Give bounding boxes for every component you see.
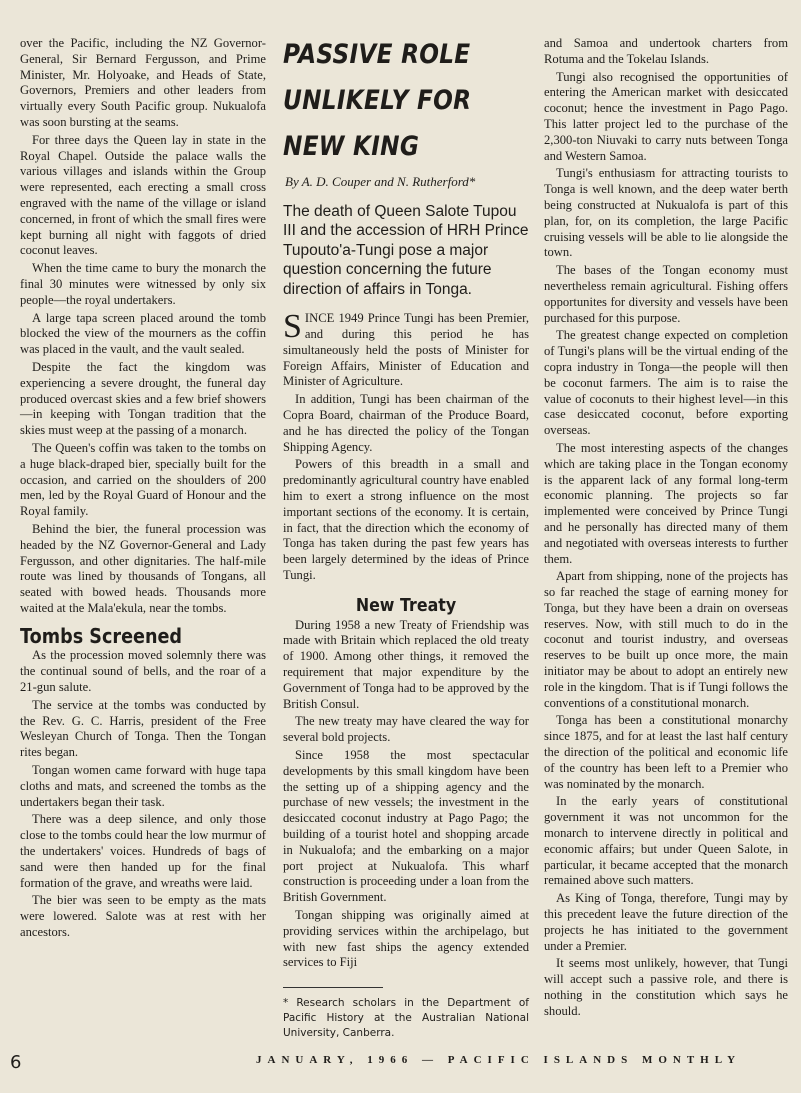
footnote: * Research scholars in the Department of Pacific History at the Australian National University, Canberra. [283,997,529,1040]
left-paragraph: The bier was seen to be empty as the mats were lowered. Salote was at rest with her ancestors. [20,893,266,940]
middle-paragraph: In addition, Tungi has been chairman of the Copra Board, chairman of the Produce Board, and he has directed the policy of the Tongan Shipping Agency. [283,392,529,454]
left-paragraph: When the time came to bury the monarch the final 30 minutes were witnessed by only six people—the royal undertakers. [20,261,266,307]
headline-line: PASSIVE ROLE [283,39,471,70]
subhead-tombs-screened: Tombs Screened [20,623,183,648]
subhead-new-treaty: New Treaty [355,594,457,616]
byline: By A. D. Couper and N. Rutherford* [285,174,476,189]
right-paragraph: In the early years of constitutional government it was not uncommon for the monarch to intervene directly in political and economic affairs; but under Queen Salote, in particular, it became accepted that the monarch remained above such matters. [544,794,788,888]
middle-paragraph: The new treaty may have cleared the way for several bold projects. [283,714,529,745]
left-column [20,36,266,943]
first-paragraph [283,308,529,390]
right-paragraph: Apart from shipping, none of the projects has so far reached the stage of earning money for Tonga, but they have been a drain on overseas reserves. Now, with still much to do in the coconut and tourist industry, and overseas reserves to be built up once more, the main initiator may be about to adopt an entirely new role in the kingdom. That is if Tungi follows the conventions of a constitutional monarch. [544,569,788,710]
middle-column [283,36,529,1043]
left-paragraph: Despite the fact the kingdom was experiencing a severe drought, the funeral day produced overcast skies and a few brief showers—in keeping with Tongan tradition that the skies must weep at the passing of a monarch. [20,359,266,438]
left-paragraph: Tongan women came forward with huge tapa cloths and mats, and screened the tombs as the undertakers began their task. [20,763,266,809]
middle-paragraph: Powers of this breadth in a small and predominantly agricultural country have enabled him to exert a strong influence on the most important sections of the economy. It is certain, in fact, that the direction which the economy of Tonga has taken during the past few years has been largely determined by the ideas of Prince Tungi. [283,457,529,583]
first-paragraph-text: INCE 1949 Prince Tungi has been Premier, and during this period he has simultaneously held the posts of Minister for Foreign Affairs, Minister of Education and Minister of Agriculture. [283,311,529,389]
right-paragraph: Tonga has been a constitutional monarchy since 1875, and for at least the last half century the direction of the political and economic life of the country has been left to a Premier who was nominated by the monarch. [544,713,788,791]
right-paragraph: The bases of the Tongan economy must nevertheless remain agricultural. Fishing offers opportunites for diversity and vessels have been purchased for this purpose. [544,263,788,325]
left-paragraph: As the procession moved solemnly there was the continual sound of bells, and the roar of a 21-gun salute. [20,648,266,695]
left-paragraph: There was a deep silence, and only those close to the tombs could hear the low murmur of the undertakers' voices. Hundreds of bags of sand were then handed up for the final formation of the grave, and wreaths were laid. [20,812,266,890]
right-paragraph: It seems most unlikely, however, that Tungi will accept such a passive role, and there is nothing in the constitution which says he should. [544,956,788,1018]
right-paragraph: Tungi also recognised the opportunities of entering the American market with desiccated coconut; hence the investment in Pago Pago. This latter project led to the purchase of the 2,300-ton Niuvaki to carry nuts between Tonga and Western Samoa. [544,69,788,163]
right-paragraph: The greatest change expected on completion of Tungi's plans will be the virtual ending of the copra industry in Tonga—the people will then be coconut farmers. The aim is to raise the value of coconuts to their highest level—in this case desiccated coconut, before exporting overseas. [544,328,788,438]
headline-line: UNLIKELY FOR [283,85,472,116]
right-column [544,36,788,1022]
page-number: 6 [10,1052,22,1073]
headline-line: NEW KING [283,131,420,162]
running-footer: JANUARY, 1966 — PACIFIC ISLANDS MONTHLY [256,1054,742,1066]
article-headline [283,36,529,166]
left-paragraph: For three days the Queen lay in state in the Royal Chapel. Outside the palace walls the various villages and islands within the Group were represented, each erecting a small cross engraved with the name of the village or island concerned, in front of which the small fires were kept burning all night with faggots of dried coconut leaves. [20,132,266,258]
left-paragraphs-top [20,36,266,617]
right-paragraph: The most interesting aspects of the changes which are taking place in the Tongan economy is the apparent lack of any formal long-term economic planning. The projects so far implemented were conceived by Prince Tungi and he personally has directed many of them and negotiated with overseas interests to further them. [544,440,788,566]
middle-paragraph: Tongan shipping was originally aimed at providing services within the archipelago, but with new fast ships the agency extended services to Fiji [283,907,529,970]
left-paragraph: The Queen's coffin was taken to the tombs on a huge black-draped bier, specially built for the occasion, and carried on the shoulders of 200 men, led by the Royal Guard of Honour and the Royal family. [20,440,266,519]
middle-paragraph: Since 1958 the most spectacular developments by this small kingdom have been the setting up of a shipping agency and the purchase of new vessels; the investment in the desiccated coconut industry at Pago Pago; the building of a tourist hotel and shopping arcade in Nukualofa; and the embarking on a major port project at Nukualofa. This wharf construction is proceeding under a loan from the British Government. [283,748,529,905]
left-paragraph: The service at the tombs was conducted by the Rev. G. C. Harris, president of the Free Wesleyan Church of Tonga. Then the Tongan rites began. [20,697,266,760]
left-paragraphs-bottom [20,648,266,940]
left-paragraph: Behind the bier, the funeral procession was headed by the NZ Governor-General and Lady Fergusson, and other dignitaries. The half-mile route was lined by thousands of Tongans, all seated with bowed heads. Thousands more waited at the Mala'ekula, near the tombs. [20,521,266,615]
footnote-divider [283,987,383,988]
left-paragraph: A large tapa screen placed around the tomb blocked the view of the mourners as the coffin was placed in the vault, and the vault sealed. [20,310,266,357]
right-paragraph: Tungi's enthusiasm for attracting tourists to Tonga is well known, and the deep water berth being constructed at Nukualofa is part of this plan, for, on its completion, the large Pacific cruising vessels will be able to lie alongside the town. [544,166,788,260]
drop-cap: S [283,308,302,346]
right-paragraph: and Samoa and undertook charters from Rotuma and the Tokelau Islands. [544,36,788,66]
right-paragraph: As King of Tonga, therefore, Tungi may by this precedent leave the future direction of the projects he has initiated to the government under a Premier. [544,891,788,953]
lead-paragraph: The death of Queen Salote Tupou III and the accession of HRH Prince Tupouto'a-Tungi pose a major question concerning the future direction of affairs in Tonga. [283,202,529,298]
middle-paragraph: During 1958 a new Treaty of Friendship was made with Britain which replaced the old treaty of 1900. Among other things, it removed the requirement that major expenditure by the Government of Tonga had to be approved by the British Consul. [283,617,529,711]
left-paragraph: over the Pacific, including the NZ Governor-General, Sir Bernard Fergusson, and Prime Minister, Mr. Holyoake, and Heads of State, Governors, Premiers and other leaders from virtually every South Pacific group. Nukualofa was soon bursting at the seams. [20,36,266,129]
